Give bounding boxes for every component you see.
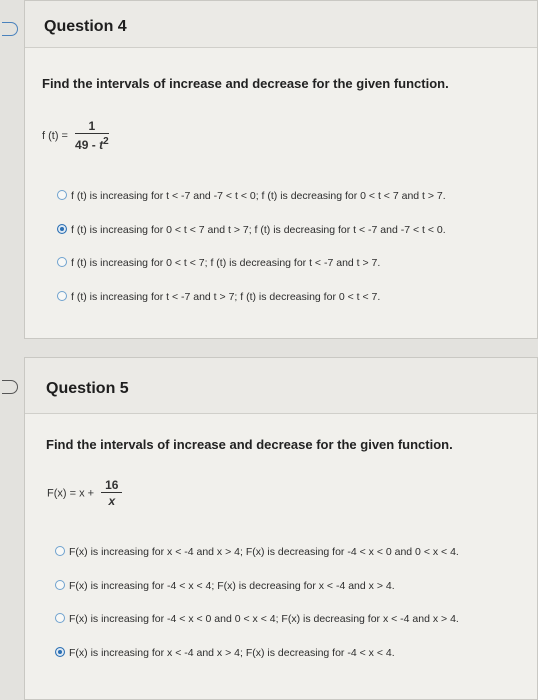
fraction-denominator: [75, 134, 109, 153]
radio-button[interactable]: [55, 613, 65, 623]
answer-option[interactable]: [55, 579, 459, 613]
question-5-function: [47, 478, 122, 509]
fraction-denominator: [101, 493, 122, 509]
function-lhs: f (t) =: [42, 129, 68, 142]
radio-button[interactable]: [55, 546, 65, 556]
answer-option[interactable]: [57, 223, 446, 257]
fraction-numerator: 16: [101, 478, 122, 493]
answer-option[interactable]: [57, 290, 446, 324]
answer-option[interactable]: [55, 545, 459, 579]
radio-button[interactable]: [55, 580, 65, 590]
radio-button-selected[interactable]: [57, 224, 67, 234]
option-label: f (t) is increasing for 0 < t < 7 and t > 7; f (t) is decreasing for t < -7 and -7 < t < 0.: [71, 223, 446, 236]
question-4-options: [57, 189, 446, 323]
radio-button[interactable]: [57, 291, 67, 301]
denominator-constant: 49 -: [75, 138, 100, 152]
denominator-variable: t: [99, 138, 104, 152]
option-label: F(x) is increasing for x < -4 and x > 4; F(x) is decreasing for -4 < x < 0 and 0 < x < 4.: [69, 546, 459, 558]
fraction-numerator: 1: [75, 119, 109, 134]
question-5-options: [55, 545, 459, 679]
answer-option[interactable]: [55, 612, 459, 646]
option-label: F(x) is increasing for -4 < x < 4; F(x) is decreasing for x < -4 and x > 4.: [69, 579, 395, 592]
radio-button[interactable]: [57, 257, 67, 267]
question-4-function: [42, 119, 109, 153]
answer-option[interactable]: [57, 189, 446, 223]
function-fraction: [75, 119, 109, 153]
question-5-flag-icon[interactable]: [2, 380, 18, 394]
denominator-exponent: 2: [103, 136, 109, 147]
option-label: f (t) is increasing for t < -7 and -7 < t < 0; f (t) is decreasing for 0 < t < 7 and t > 7.: [71, 190, 446, 202]
function-lhs: F(x) = x +: [47, 487, 95, 500]
denominator-variable: x: [108, 494, 116, 508]
question-5-title: Question 5: [46, 380, 129, 397]
radio-button-selected[interactable]: [55, 647, 65, 657]
option-label: F(x) is increasing for x < -4 and x > 4; F(x) is decreasing for -4 < x < 4.: [69, 646, 395, 659]
answer-option[interactable]: [55, 646, 459, 680]
question-4-card: [24, 0, 538, 339]
question-5-card: [24, 357, 538, 700]
question-4-prompt: Find the intervals of increase and decrease for the given function.: [42, 76, 449, 91]
question-4-title: Question 4: [44, 18, 127, 35]
option-label: f (t) is increasing for 0 < t < 7; f (t) is decreasing for t < -7 and t > 7.: [71, 257, 381, 269]
question-5-prompt: Find the intervals of increase and decrease for the given function.: [46, 437, 453, 452]
option-label: F(x) is increasing for -4 < x < 0 and 0 < x < 4; F(x) is decreasing for x < -4 and x > 4.: [69, 613, 459, 625]
answer-option[interactable]: [57, 256, 446, 290]
question-4-flag-icon[interactable]: [2, 22, 18, 36]
option-label: f (t) is increasing for t < -7 and t > 7; f (t) is decreasing for 0 < t < 7.: [71, 290, 381, 303]
radio-button[interactable]: [57, 190, 67, 200]
function-fraction: [101, 478, 122, 509]
